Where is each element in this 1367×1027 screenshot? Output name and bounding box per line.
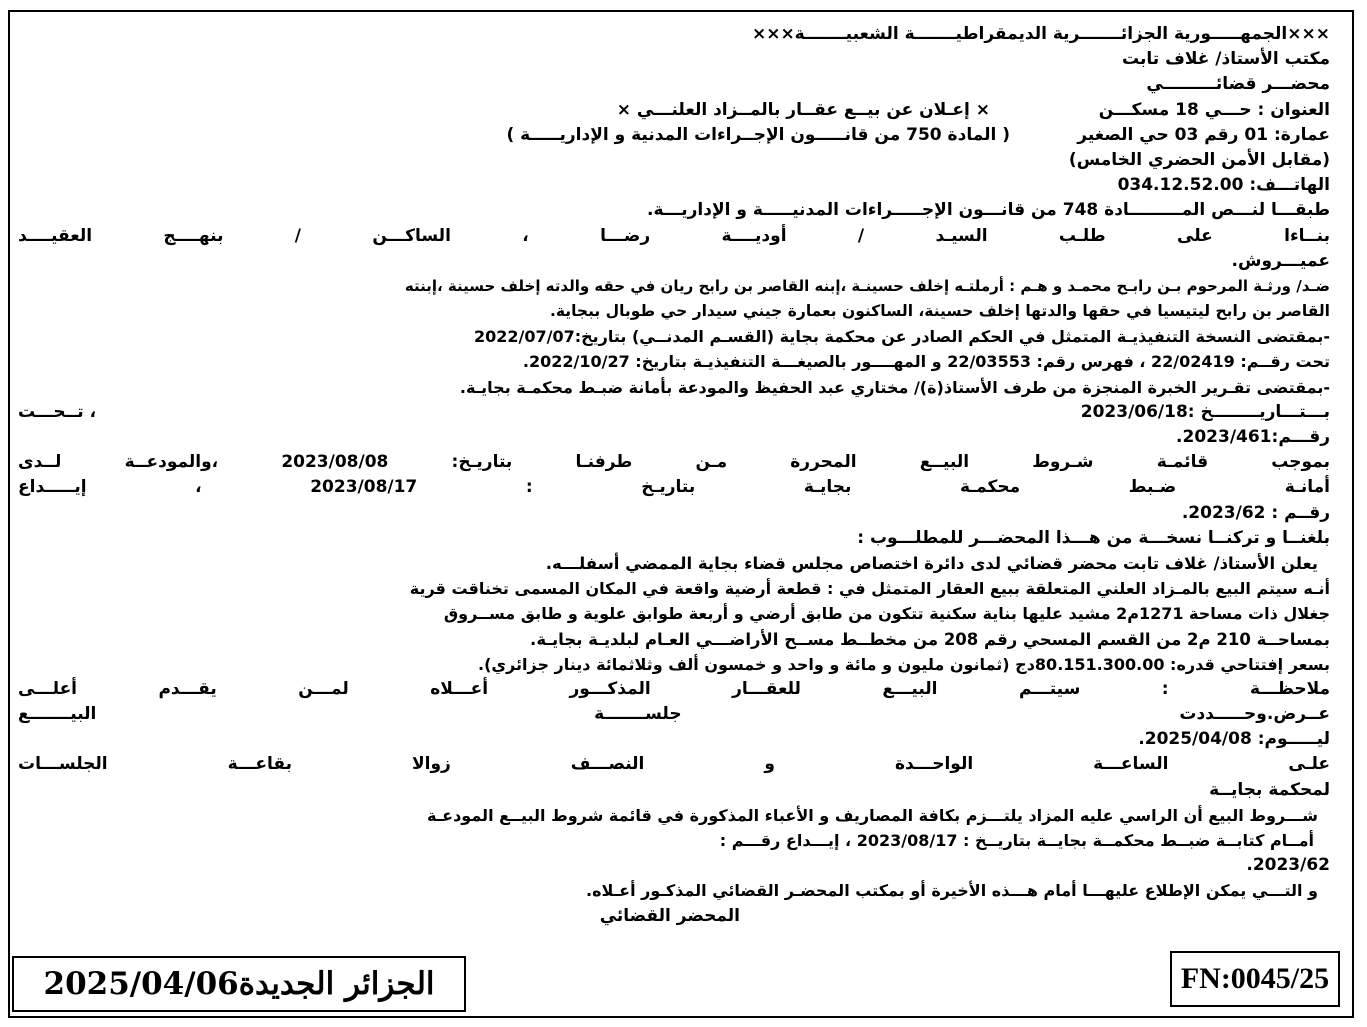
fn-box: FN:0045/25: [1170, 951, 1340, 1007]
body-line: عــرض.وحـــــددت جلســـــــة البيـــــــع: [18, 704, 1330, 725]
address-line-1: العنوان : حـــي 18 مسكـــن: [1098, 99, 1330, 120]
body-line: ضـد/ ورثـة المرحوم بـن رابـح محمـد و هـم : أرملتـه إخلف حسينـة ،إبنه القاصر بن رابح ريان في حقه والدته إخلف حسينة ،إبنته: [404, 276, 1330, 295]
body-line: ليـــــوم: 2025/04/08.: [1138, 729, 1330, 750]
body-line: بموجب قائمـة شـروط البيــع المحررة مـن طرفنـا بتاريـخ: 2023/08/08 ،والمودعــة لــدى: [18, 452, 1330, 473]
body-line: بلغنــا و تركنــا نسخـــة من هـــذا المحضـــر للمطلـــوب :: [857, 527, 1330, 548]
legal-notice: [18, 22, 1330, 929]
announcement-title: × إعـلان عن بيــع عقــار بالمــزاد العلنـــي ×: [616, 99, 990, 120]
body-line-under: ، تــحـــت: [18, 401, 97, 422]
header-bailiff: محضـــر قضائـــــــــي: [1146, 74, 1330, 95]
address-phone: الهاتـــف: 034.12.52.00: [1117, 175, 1330, 196]
body-line: يعلن الأستاذ/ غلاف تابت محضر قضائي لدى دائرة اختصاص مجلس قضاء بجاية الممضي أسفلـــه.: [545, 553, 1318, 573]
body-line: -بمقتضى النسخة التنفيذيـة المتمثل في الحكم الصادر عن محكمة بجاية (القسـم المدنــي) بتاريخ:2022/07/07: [473, 327, 1330, 347]
body-line: رقــم : 2023/62.: [1181, 502, 1330, 523]
header-republic: ×××الجمهـــــورية الجزائـــــــرية الديمقراطيـــــــة الشعبيـــــــة×××: [751, 24, 1330, 44]
body-line: جغلال ذات مساحة 1271م2 مشيد عليها بناية سكنية تتكون من طابق أرضي و أربعة طوابق علوية و طابق مســروق: [443, 604, 1330, 624]
body-line: عميـــروش.: [1231, 250, 1330, 271]
body-line: أمــام كتابــة ضبــط محكمــة بجايــة بتاريــخ : 2023/08/17 ، إيـــداع رقـــم :: [719, 831, 1314, 850]
body-line: القاصر بن رابح ليتيسيا في حقها والدتها إخلف حسينة، الساكنون بعمارة جيني سيدار حي طوبال ببجاية.: [550, 302, 1330, 321]
body-line: 2023/62.: [1246, 855, 1330, 876]
body-line: بسعر إفتتاحي قدره: 80.151.300.00دج (ثمانون مليون و مائة و واحد و خمسون ألف وثلاثمائة دينار جزائري).: [477, 654, 1330, 674]
address-row-2: [18, 123, 1330, 148]
body-line: رقـــم:2023/461.: [1176, 427, 1330, 447]
address-row-1: [18, 98, 1330, 123]
announcement-article: ( المادة 750 من قانـــــون الإجــراءات المدنية و الإداريـــــة ): [506, 124, 1010, 145]
body-line: ملاحظـــة : سيتـــم البيـــع للعقـــار المذكـــور أعـــلاه لمـــن يقـــدم أعلـــى: [18, 678, 1330, 699]
body-line: أمانـة ضـبط محكمـة بجايـة بتاريـخ : 2023/08/17 ، إيـــــداع: [18, 477, 1330, 498]
address-line-3: (مقابل الأمن الحضري الخامس): [1068, 149, 1330, 170]
body-line-date: بـــتـــاريــــــــخ :2023/06/18: [1080, 401, 1330, 422]
newspaper-box: الجزائر الجديدة2025/04/06: [12, 956, 466, 1012]
body-line: شـــروط البيع أن الراسي عليه المزاد يلتـــزم بكافة المصاريف و الأعباء المذكورة في قائمة شروط البيــع المودعـة: [426, 805, 1318, 825]
body-line: لمحكمة بجايــة: [1209, 779, 1330, 800]
body-line: طبقـــا لنـــص المـــــــــادة 748 من قانـــون الإجـــــراءات المدنيـــــة و الإداريـــة.: [647, 200, 1330, 221]
body-line: أنـه سيتم البيع بالمـزاد العلني المتعلقة ببيع العقار المتمثل في : قطعة أرضية واقعة في المكان المسمى تخناقت قرية: [409, 579, 1330, 599]
address-line-2: عمارة: 01 رقم 03 حي الصغير: [1077, 124, 1330, 145]
body-line: -بمقتضى تقـرير الخبرة المنجزة من طرف الأستاذ(ة)/ مختاري عبد الحفيظ والمودعة بأمانة ضبـط محكمـة بجايـة.: [459, 377, 1330, 397]
body-line: بمساحــة 210 م2 من القسم المسحي رقم 208 من مخطــط مســح الأراضـــي العـام لبلديـة بجايـة.: [530, 629, 1330, 649]
header-office: مكتب الأستاذ/ غلاف تابت: [1122, 49, 1330, 70]
body-line: بنــاءا على طلـب السيـد / أوديــــة رضـــا ، الساكـــن / بنهــــج العقيــــد: [18, 225, 1330, 246]
body-line: [18, 400, 1330, 425]
signature: المحضر القضائي: [599, 905, 740, 926]
body-line: و التـــي يمكن الإطلاع عليهـــا أمام هـــذه الأخيرة أو بمكتب المحضـر القضائي المذكـور أعـلاه.: [586, 881, 1318, 901]
body-line: تحت رقــم: 22/02419 ، فهرس رقم: 22/03553 و المهــــور بالصيغـــة التنفيذيـة بتاريخ: 2022/10/27.: [522, 352, 1330, 372]
body-line: علـى الساعـــة الواحـــدة و النصـــف زوالا بقاعـــة الجلســـات: [18, 754, 1330, 775]
